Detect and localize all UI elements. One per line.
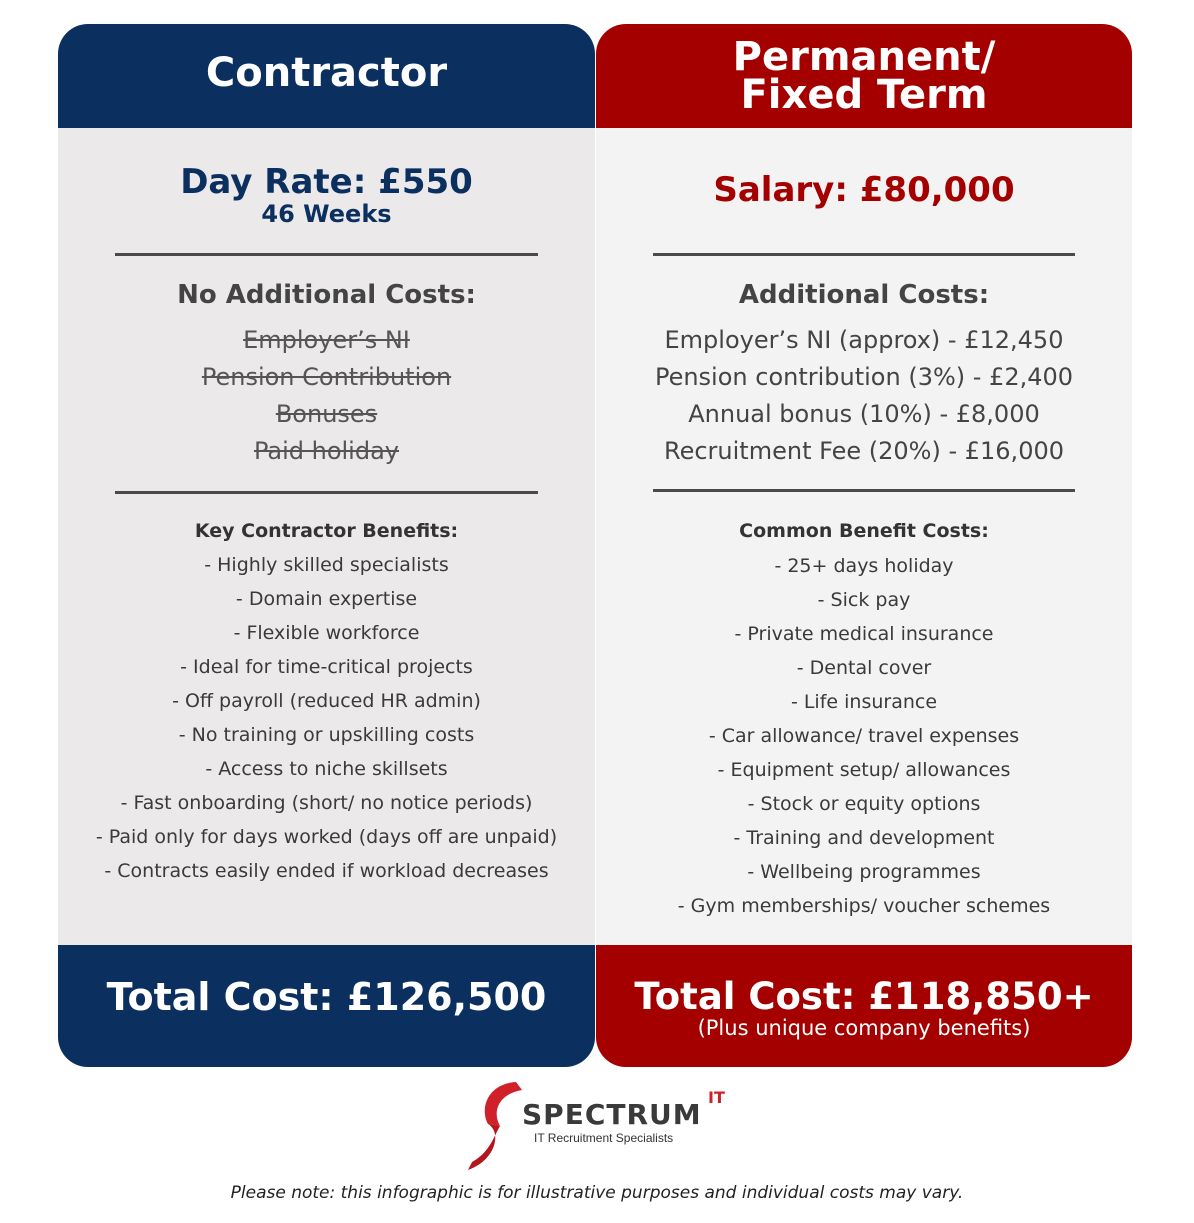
list-item: - Access to niche skillsets xyxy=(205,758,448,780)
additional-costs-heading: Additional Costs: xyxy=(738,280,990,310)
logo-superscript: IT xyxy=(708,1088,725,1107)
day-rate: Day Rate: £550 xyxy=(180,162,473,202)
list-item: - Training and development xyxy=(733,827,995,849)
divider xyxy=(653,489,1075,492)
cost-item: Pension contribution (3%) - £2,400 xyxy=(654,363,1074,391)
list-item: - Paid only for days worked (days off are unpaid) xyxy=(95,826,558,848)
logo-tagline: IT Recruitment Specialists xyxy=(534,1131,674,1145)
cost-item: Employer’s NI (approx) - £12,450 xyxy=(664,326,1064,354)
list-item: - Car allowance/ travel expenses xyxy=(708,725,1020,747)
permanent-title-line1: Permanent/ xyxy=(732,34,996,80)
list-item: - Off payroll (reduced HR admin) xyxy=(172,690,481,712)
divider xyxy=(115,253,538,256)
permanent-title-line2: Fixed Term xyxy=(740,72,988,118)
list-item: - Wellbeing programmes xyxy=(747,861,981,883)
struck-cost-item: Employer’s NI xyxy=(243,326,410,354)
disclaimer: Please note: this infographic is for illustrative purposes and individual costs may vary. xyxy=(230,1183,964,1203)
divider xyxy=(115,491,538,494)
cost-item: Annual bonus (10%) - £8,000 xyxy=(688,400,1040,428)
no-additional-costs-heading: No Additional Costs: xyxy=(177,280,476,310)
struck-costs-list xyxy=(58,322,595,470)
benefits-heading: Key Contractor Benefits: xyxy=(194,520,459,542)
cost-item: Recruitment Fee (20%) - £16,000 xyxy=(664,437,1064,465)
contractor-footer xyxy=(58,945,595,1067)
list-item: - Equipment setup/ allowances xyxy=(717,759,1011,781)
salary: Salary: £80,000 xyxy=(713,170,1015,210)
struck-cost-item: Pension Contribution xyxy=(201,363,452,391)
permanent-footer xyxy=(596,945,1132,1067)
benefits-list xyxy=(596,555,1132,929)
list-item: - Life insurance xyxy=(790,691,938,713)
list-item: - Private medical insurance xyxy=(734,623,994,645)
list-item: - Sick pay xyxy=(817,589,911,611)
benefits-heading: Common Benefit Costs: xyxy=(739,520,989,542)
spectrum-logo xyxy=(466,1080,736,1172)
divider xyxy=(653,253,1075,256)
contractor-title: Contractor xyxy=(205,50,448,96)
struck-cost-item: Paid holiday xyxy=(253,437,399,465)
permanent-total: Total Cost: £118,850+ xyxy=(634,975,1094,1018)
list-item: - Contracts easily ended if workload decreases xyxy=(104,860,549,882)
list-item: - Highly skilled specialists xyxy=(204,554,449,576)
list-item: - Stock or equity options xyxy=(747,793,981,815)
list-item: - Ideal for time-critical projects xyxy=(180,656,473,678)
list-item: - Dental cover xyxy=(796,657,932,679)
permanent-panel xyxy=(596,24,1132,1067)
contractor-total: Total Cost: £126,500 xyxy=(106,975,547,1019)
contractor-panel xyxy=(58,24,595,1067)
list-item: - Fast onboarding (short/ no notice periods) xyxy=(120,792,533,814)
struck-cost-item: Bonuses xyxy=(275,400,378,428)
permanent-header xyxy=(596,24,1132,128)
logo-name: SPECTRUM xyxy=(522,1098,702,1131)
additional-costs-list xyxy=(596,322,1132,470)
list-item: - No training or upskilling costs xyxy=(178,724,475,746)
permanent-total-note: (Plus unique company benefits) xyxy=(697,1016,1031,1040)
list-item: - Domain expertise xyxy=(235,588,418,610)
weeks: 46 Weeks xyxy=(261,200,392,228)
list-item: - Flexible workforce xyxy=(233,622,420,644)
list-item: - 25+ days holiday xyxy=(774,555,954,577)
contractor-header xyxy=(58,24,595,128)
list-item: - Gym memberships/ voucher schemes xyxy=(677,895,1051,917)
benefits-list xyxy=(58,554,595,894)
